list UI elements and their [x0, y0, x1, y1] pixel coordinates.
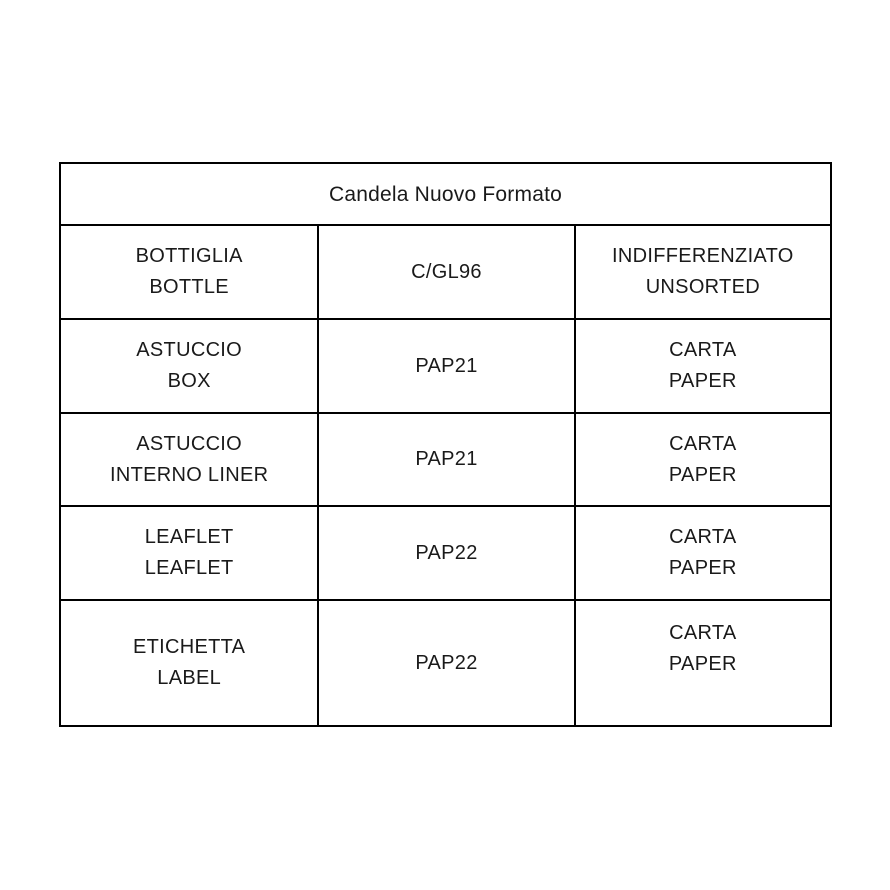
disposal-en: UNSORTED	[645, 276, 760, 298]
disposal-cell	[574, 226, 830, 318]
material-code: PAP21	[415, 448, 478, 470]
disposal-it: CARTA	[669, 339, 737, 361]
disposal-en: PAPER	[668, 653, 737, 675]
component-name-it: ETICHETTA	[132, 636, 246, 658]
component-cell	[61, 507, 317, 599]
material-code-cell	[317, 414, 573, 505]
table-row	[61, 505, 830, 599]
disposal-it: INDIFFERENZIATO	[612, 245, 794, 267]
table-row	[61, 318, 830, 412]
table-row	[61, 412, 830, 505]
packaging-disposal-table	[59, 162, 832, 727]
disposal-cell	[574, 320, 830, 412]
disposal-it: CARTA	[669, 526, 737, 548]
disposal-cell	[574, 601, 830, 725]
material-code: PAP22	[415, 541, 478, 564]
component-name-en: BOTTLE	[149, 276, 229, 298]
component-name-it: ASTUCCIO	[136, 339, 243, 361]
material-code: PAP21	[415, 354, 478, 377]
component-cell	[61, 414, 317, 505]
component-name-it: BOTTIGLIA	[135, 245, 243, 267]
component-name-en: INTERNO LINER	[109, 463, 269, 486]
material-code-cell	[317, 320, 573, 412]
material-code-cell	[317, 226, 573, 318]
component-name-en: BOX	[167, 370, 211, 392]
disposal-en: PAPER	[668, 370, 737, 392]
disposal-en: PAPER	[668, 463, 737, 486]
material-code: PAP22	[415, 651, 478, 674]
material-code-cell	[317, 601, 573, 725]
table-title-row	[61, 164, 830, 224]
material-code-cell	[317, 507, 573, 599]
component-name-it: LEAFLET	[144, 526, 234, 548]
component-cell	[61, 320, 317, 412]
component-name-it: ASTUCCIO	[136, 432, 243, 455]
component-name-en: LEAFLET	[144, 557, 234, 579]
disposal-cell	[574, 414, 830, 505]
table-title: Candela Nuovo Formato	[329, 182, 562, 206]
component-cell	[61, 226, 317, 318]
table-row	[61, 599, 830, 725]
table-row	[61, 224, 830, 318]
disposal-en: PAPER	[668, 557, 737, 579]
component-cell	[61, 601, 317, 725]
disposal-it: CARTA	[669, 432, 737, 455]
disposal-cell	[574, 507, 830, 599]
component-name-en: LABEL	[157, 667, 222, 689]
disposal-it: CARTA	[669, 622, 737, 644]
material-code: C/GL96	[411, 260, 482, 283]
